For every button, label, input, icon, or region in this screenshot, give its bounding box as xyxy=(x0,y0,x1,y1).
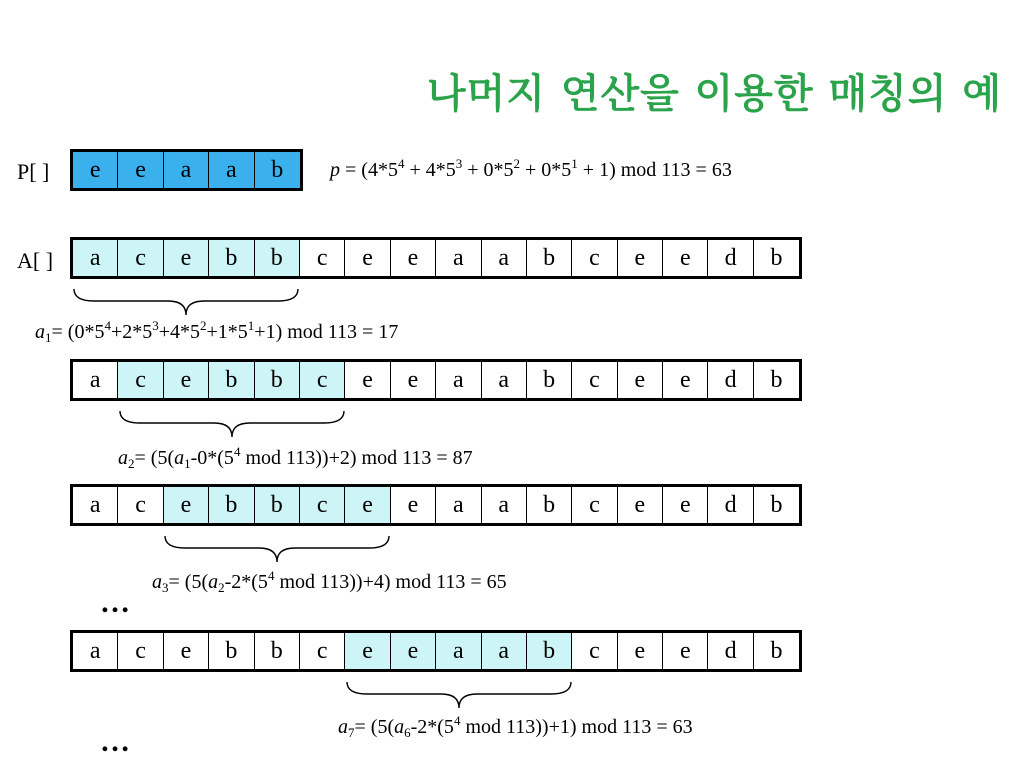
text-cell: c xyxy=(572,487,617,523)
text-cell-in-window: c xyxy=(300,362,345,398)
text-cell: b xyxy=(255,633,300,669)
text-cell-in-window: b xyxy=(209,487,254,523)
text-cell-in-window: b xyxy=(255,362,300,398)
text-array-window-1 xyxy=(70,237,802,279)
window-1-brace xyxy=(72,287,300,317)
text-cell-in-window: c xyxy=(118,240,163,276)
text-cell-in-window: e xyxy=(164,240,209,276)
text-cell-in-window: b xyxy=(209,240,254,276)
text-cell: a xyxy=(482,240,527,276)
text-cell: b xyxy=(527,240,572,276)
text-cell: e xyxy=(663,487,708,523)
pattern-cell: a xyxy=(164,152,209,188)
text-cell: b xyxy=(770,366,783,393)
text-cell: e xyxy=(663,240,708,276)
text-array-window-7 xyxy=(70,630,802,672)
text-cell: c xyxy=(118,633,163,669)
ellipsis-1: … xyxy=(100,586,134,619)
pattern-cell: e xyxy=(73,152,118,188)
text-cell-in-window: e xyxy=(164,487,209,523)
text-cell: e xyxy=(663,362,708,398)
text-cell: b xyxy=(770,491,783,518)
ellipsis-2: … xyxy=(100,725,134,758)
text-cell-in-window: e xyxy=(345,487,390,523)
pattern-cell: a xyxy=(209,152,254,188)
text-cell-in-window: a xyxy=(73,240,118,276)
text-cell: e xyxy=(345,362,390,398)
text-cell-in-window: a xyxy=(436,633,481,669)
text-cell: a xyxy=(482,362,527,398)
text-cell: b xyxy=(770,637,783,664)
text-cell-in-window: e xyxy=(164,362,209,398)
text-cell: d xyxy=(708,633,753,669)
text-cell: c xyxy=(572,240,617,276)
text-cell: a xyxy=(436,240,481,276)
text-cell: c xyxy=(300,240,345,276)
text-cell-in-window: e xyxy=(345,633,390,669)
text-cell: e xyxy=(618,633,663,669)
text-array-label: A[ ] xyxy=(17,248,54,273)
text-cell: d xyxy=(708,362,753,398)
text-cell: e xyxy=(663,633,708,669)
window-7-hash-formula: $a_7= (5(a_6-2*(5^4$ mod 113))+1) mod 113 = 63 xyxy=(338,713,693,740)
text-array-window-2 xyxy=(70,359,802,401)
text-cell-in-window: c xyxy=(300,487,345,523)
text-cell: b xyxy=(770,244,783,271)
text-cell: a xyxy=(73,362,118,398)
text-cell-in-window: b xyxy=(255,240,300,276)
text-cell: a xyxy=(73,487,118,523)
text-cell-in-window: b xyxy=(527,633,572,669)
pattern-hash-formula: $p = (4*5^4 + 4*5^3 + 0*5^2 + 0*5^1 + 1)$ mod 113 = 63 xyxy=(330,156,732,181)
text-cell: a xyxy=(436,362,481,398)
pattern-cell: e xyxy=(118,152,163,188)
text-cell: e xyxy=(391,362,436,398)
text-cell: e xyxy=(618,362,663,398)
window-3-hash-formula: $a_3= (5(a_2-2*(5^4$ mod 113))+4) mod 113 = 65 xyxy=(152,568,507,595)
text-array-window-3 xyxy=(70,484,802,526)
pattern-label: P[ ] xyxy=(17,159,50,184)
slide-title: 나머지 연산을 이용한 매칭의 예 xyxy=(426,71,1002,117)
text-cell: e xyxy=(618,487,663,523)
text-cell: b xyxy=(527,362,572,398)
pattern-array xyxy=(70,149,303,191)
window-3-brace xyxy=(163,534,391,564)
text-cell: a xyxy=(73,633,118,669)
text-cell: e xyxy=(391,487,436,523)
text-cell: b xyxy=(527,487,572,523)
text-cell: b xyxy=(209,633,254,669)
window-7-brace xyxy=(345,680,573,710)
window-2-brace xyxy=(118,409,346,439)
text-cell: a xyxy=(436,487,481,523)
text-cell-in-window: b xyxy=(209,362,254,398)
text-cell-in-window: c xyxy=(118,362,163,398)
text-cell: e xyxy=(391,240,436,276)
text-cell: d xyxy=(708,487,753,523)
text-cell-in-window: e xyxy=(391,633,436,669)
text-cell: e xyxy=(618,240,663,276)
text-cell: e xyxy=(164,633,209,669)
text-cell: e xyxy=(345,240,390,276)
text-cell: c xyxy=(572,362,617,398)
text-cell: c xyxy=(300,633,345,669)
text-cell-in-window: a xyxy=(482,633,527,669)
window-1-hash-formula: $a_1= (0*5^4+2*5^3+4*5^2+1*5^1+1)$ mod 113 = 17 xyxy=(35,318,399,345)
pattern-cell: b xyxy=(255,152,300,188)
text-cell-in-window: b xyxy=(255,487,300,523)
text-cell: c xyxy=(572,633,617,669)
window-2-hash-formula: $a_2= (5(a_1-0*(5^4$ mod 113))+2) mod 113 = 87 xyxy=(118,444,473,471)
text-cell: a xyxy=(482,487,527,523)
text-cell: c xyxy=(118,487,163,523)
text-cell: d xyxy=(708,240,753,276)
